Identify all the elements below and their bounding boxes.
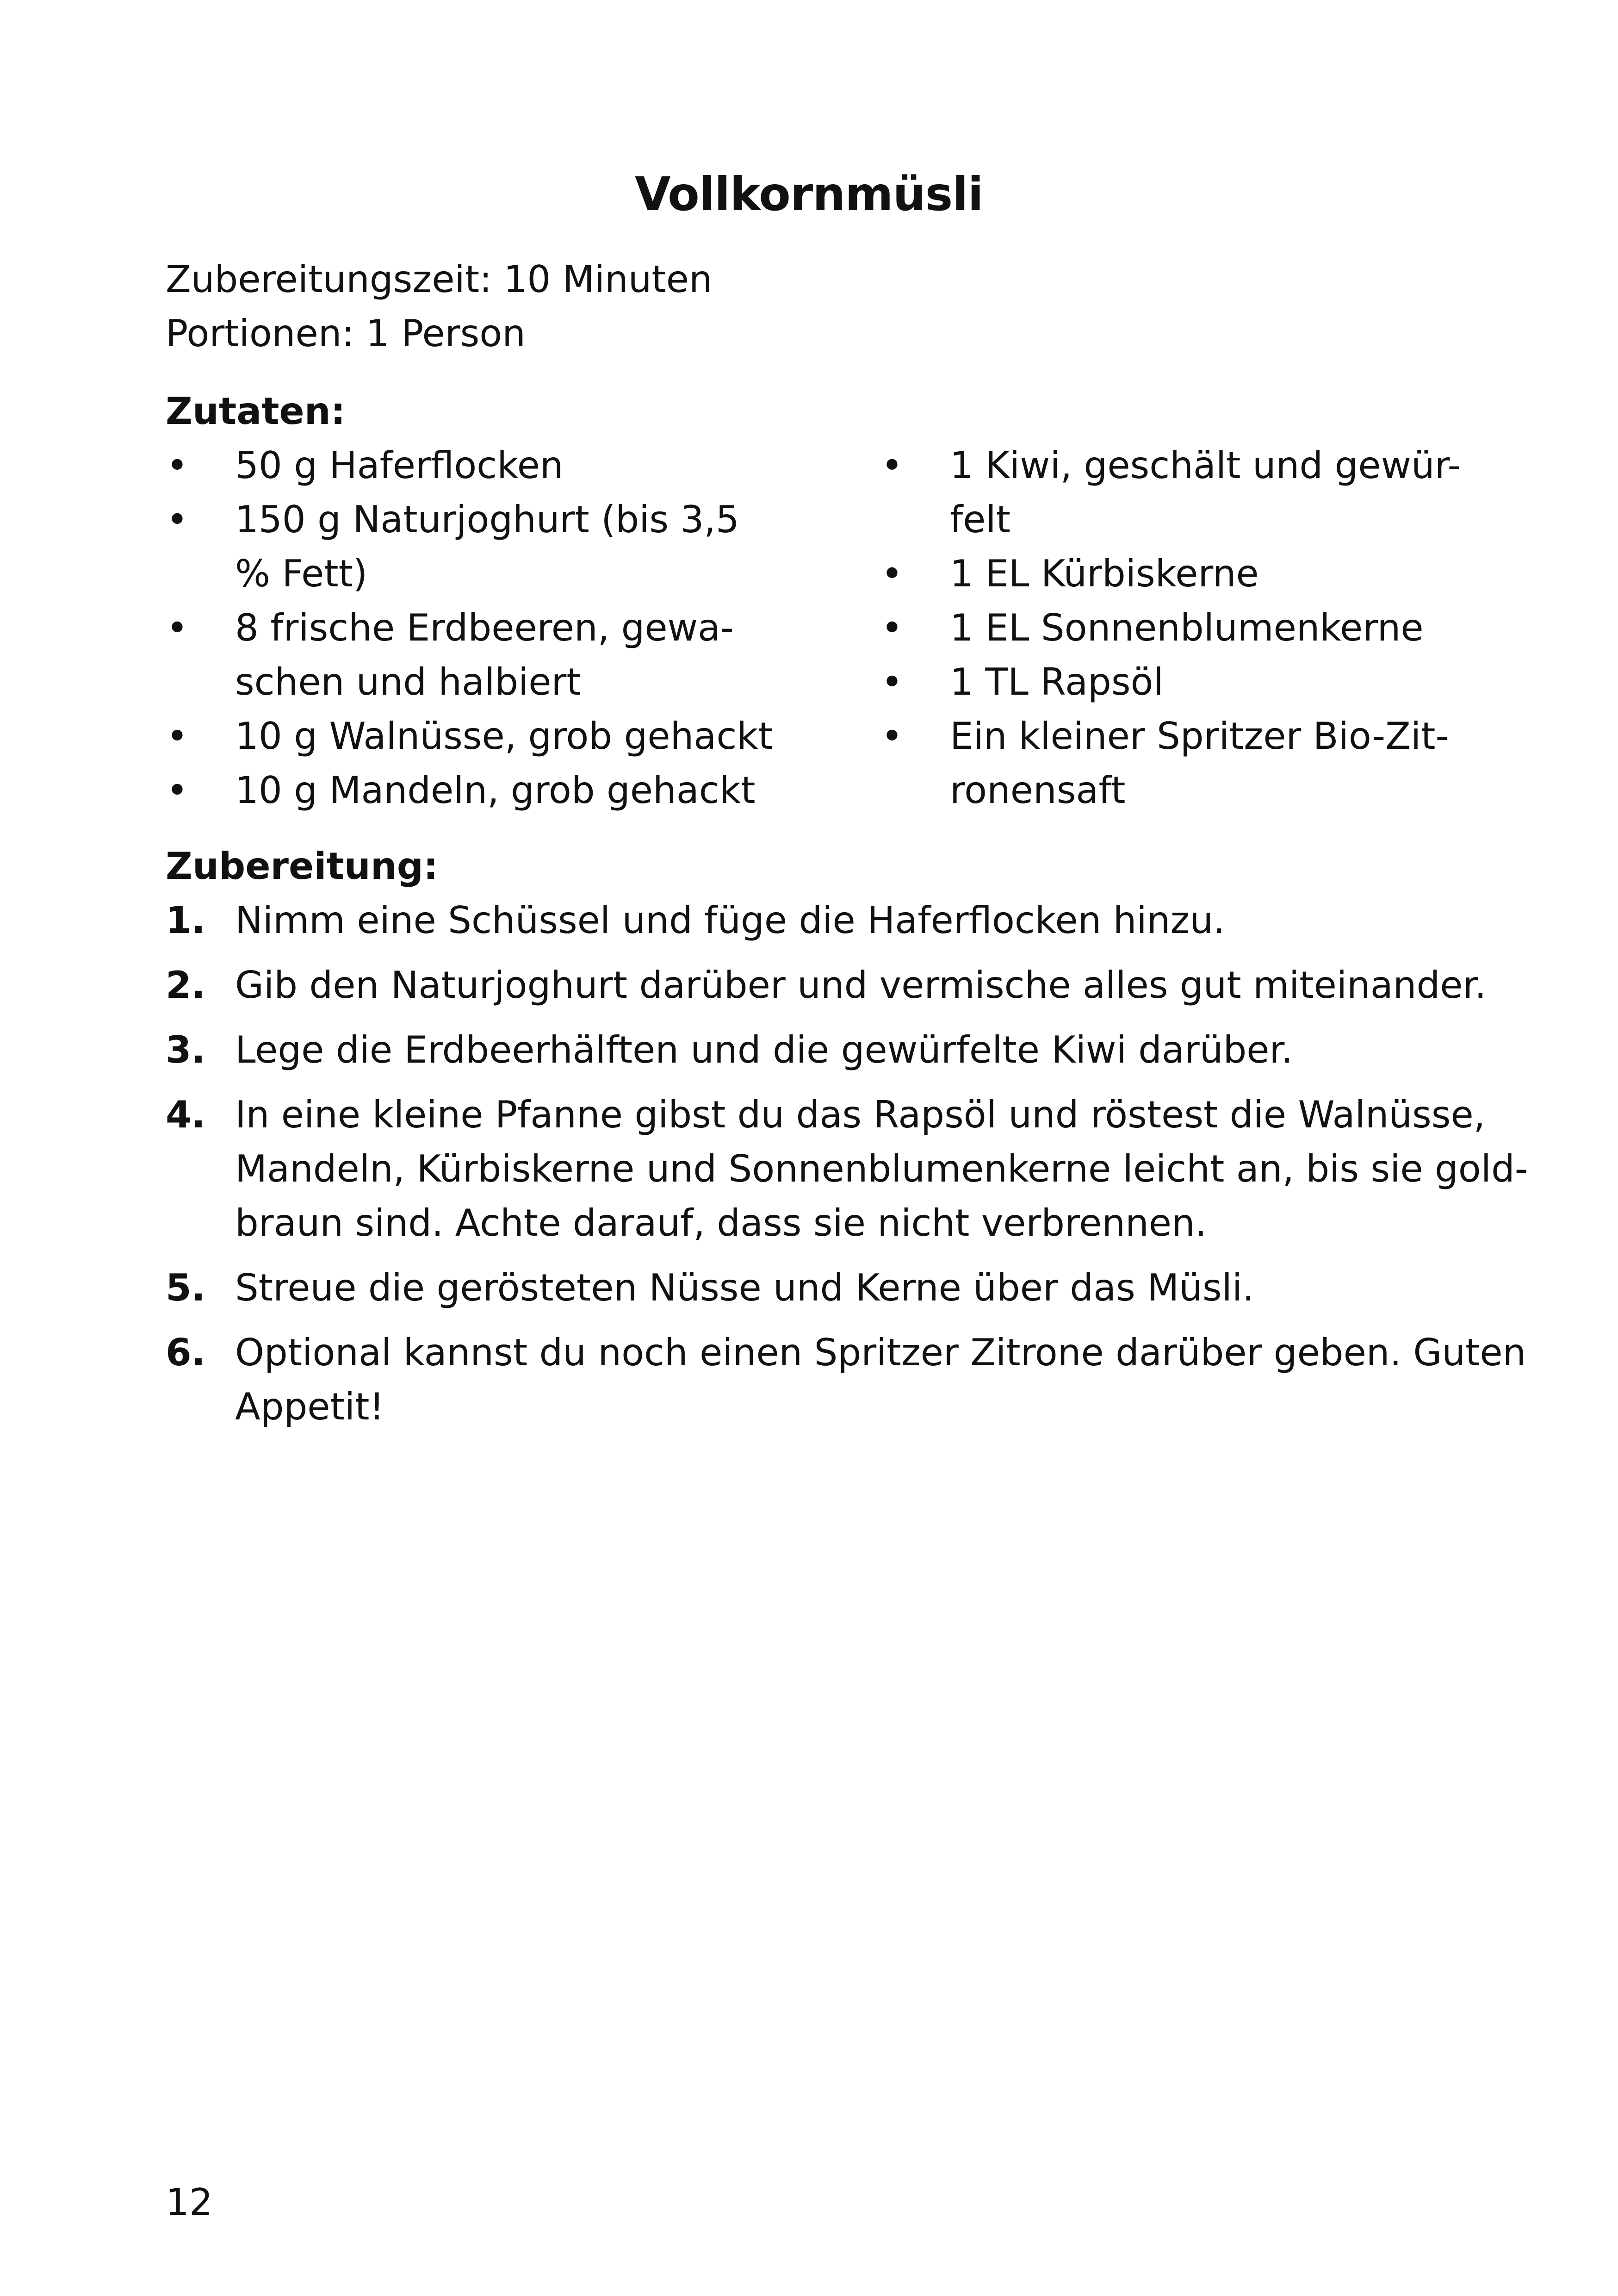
- step-text: braun sind. Achte darauf, dass sie nicht verbrennen.: [235, 1201, 1207, 1244]
- ingredient-item: [166, 438, 758, 492]
- step-text: Optional kannst du noch einen Spritzer Zitrone darüber geben. Guten: [235, 1331, 1526, 1374]
- step-number: 3.: [166, 1028, 206, 1071]
- bullet-icon: •: [166, 769, 188, 812]
- step-text: In eine kleine Pfanne gibst du das Rapsöl und röstest die Walnüsse,: [235, 1093, 1486, 1136]
- recipe-title: Vollkornmüsli: [635, 167, 983, 221]
- bullet-icon: •: [881, 715, 903, 758]
- ingredient-item: [880, 438, 1482, 547]
- ingredient-text: % Fett): [235, 552, 368, 595]
- ingredient-text: 1 Kiwi, geschält und gewür-: [950, 444, 1461, 487]
- ingredient-text: schen und halbiert: [235, 660, 581, 703]
- step-text: Mandeln, Kürbiskerne und Sonnenblumenkerne leicht an, bis sie gold-: [235, 1147, 1528, 1190]
- ingredients-heading: Zutaten:: [166, 390, 346, 433]
- ingredient-text: 50 g Haferflocken: [235, 444, 564, 487]
- preparation-heading: Zubereitung:: [166, 845, 439, 888]
- ingredient-text: 10 g Mandeln, grob gehackt: [235, 769, 756, 812]
- ingredient-text: 10 g Walnüsse, grob gehackt: [235, 715, 773, 758]
- step-number: 6.: [166, 1331, 206, 1374]
- ingredient-text: ronensaft: [950, 769, 1126, 812]
- step-item: [166, 1023, 1470, 1077]
- step-text: Appetit!: [235, 1385, 384, 1428]
- ingredient-text: 1 EL Kürbiskerne: [950, 552, 1259, 595]
- ingredients-list-left: [166, 438, 773, 817]
- ingredient-item: [880, 655, 1482, 709]
- step-text: Nimm eine Schüssel und füge die Haferflocken hinzu.: [235, 899, 1225, 942]
- ingredient-item: [166, 492, 758, 601]
- bullet-icon: •: [166, 715, 188, 758]
- step-text: Lege die Erdbeerhälften und die gewürfelte Kiwi darüber.: [235, 1028, 1293, 1071]
- bullet-icon: •: [881, 444, 903, 487]
- ingredient-item: [166, 601, 758, 709]
- ingredient-text: 1 TL Rapsöl: [950, 660, 1164, 703]
- servings: Portionen: 1 Person: [166, 312, 526, 355]
- step-item: [166, 958, 1487, 1012]
- bullet-icon: •: [881, 552, 903, 595]
- ingredient-text: 150 g Naturjoghurt (bis 3,5: [235, 498, 739, 541]
- ingredient-item: [880, 547, 1482, 601]
- step-number: 4.: [166, 1093, 206, 1136]
- prep-time: Zubereitungszeit: 10 Minuten: [166, 258, 713, 301]
- ingredients-list-right: [880, 438, 1482, 817]
- ingredient-text: 8 frische Erdbeeren, gewa-: [235, 606, 734, 649]
- bullet-icon: •: [166, 444, 188, 487]
- bullet-icon: •: [166, 606, 188, 649]
- ingredient-item: [166, 709, 773, 763]
- step-item: [166, 1088, 1528, 1250]
- step-number: 5.: [166, 1266, 206, 1309]
- ingredient-item: [166, 763, 758, 817]
- recipe-meta: [166, 252, 713, 361]
- bullet-icon: •: [881, 660, 903, 703]
- ingredient-text: 1 EL Sonnenblumenkerne: [950, 606, 1424, 649]
- step-number: 2.: [166, 964, 206, 1007]
- ingredient-text: felt: [950, 498, 1010, 541]
- ingredient-item: [880, 601, 1482, 655]
- ingredient-item: [880, 709, 1482, 817]
- ingredient-text: Ein kleiner Spritzer Bio-Zit-: [950, 715, 1449, 758]
- bullet-icon: •: [166, 498, 188, 541]
- step-item: [166, 893, 1470, 947]
- step-number: 1.: [166, 899, 206, 942]
- page-number: 12: [166, 2181, 213, 2224]
- preparation-steps: [166, 893, 1528, 1444]
- step-text: Gib den Naturjoghurt darüber und vermische alles gut miteinander.: [235, 964, 1487, 1007]
- step-text: Streue die gerösteten Nüsse und Kerne über das Müsli.: [235, 1266, 1254, 1309]
- step-item: [166, 1261, 1470, 1315]
- bullet-icon: •: [881, 606, 903, 649]
- step-item: [166, 1325, 1526, 1434]
